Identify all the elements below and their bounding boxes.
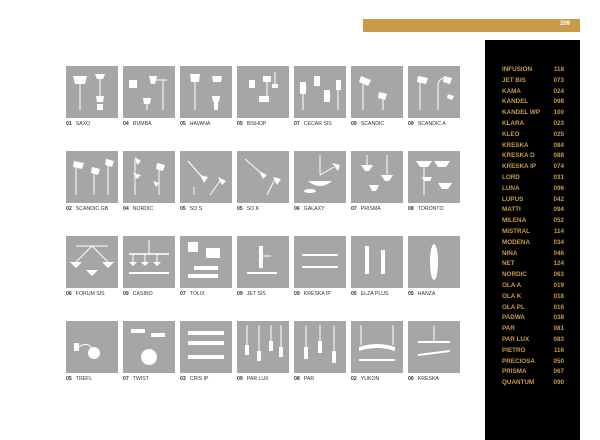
product-tile[interactable] [351,236,403,288]
product-caption [66,206,108,214]
index-entry[interactable] [502,347,564,357]
kreska-icon [408,321,460,373]
index-entry-page: 023 [553,120,564,127]
product-name: HAVANA [189,121,211,127]
product-caption [180,291,205,299]
index-entry[interactable] [502,314,564,324]
product-page-ref: 08 [408,206,414,212]
index-entry-page: 024 [553,87,564,95]
index-entry-name: JET BIS [502,76,526,84]
index-entry-name: INFUSION [502,66,533,73]
product-name: CECAR SIS [303,121,332,127]
product-caption [351,206,381,214]
par-icon [294,321,346,373]
product-index-panel [485,40,580,440]
product-caption [123,291,153,299]
reading-lamp-icon [351,66,403,118]
product-page-ref: 03 [180,376,186,382]
product-tile[interactable] [294,321,346,373]
product-name: SCANDIC A [417,121,446,127]
index-entry-page: 124 [553,260,564,268]
index-entry-name: NORDIC [502,271,527,279]
product-name: KRESKA [417,376,439,382]
kreska-ip-icon [294,236,346,288]
product-page-ref: 01 [66,121,72,127]
product-page-ref: 05 [237,121,243,127]
index-entry-name: QUANTUM [502,379,535,387]
product-caption [408,291,435,299]
product-page-ref: 08 [294,376,300,382]
product-tile[interactable] [237,151,289,203]
index-entry[interactable] [502,358,564,368]
index-entry[interactable] [502,368,564,378]
product-page-ref: 07 [123,376,129,382]
scandic-gb-icon [66,151,118,203]
index-entry-name: PRECIOSA [502,357,535,365]
index-entry-name: MISTRAL [502,228,530,235]
index-entry-name: NET [502,260,515,268]
product-page-ref: 06 [66,291,72,297]
index-entry[interactable] [502,131,564,141]
par-lux-icon [237,321,289,373]
chandelier-icon [66,236,118,288]
product-caption [180,121,210,129]
product-name: KRESKA IP [303,291,331,297]
index-entry-name: KRESKA [502,141,529,149]
header-accent-bar [363,19,580,32]
hanza-icon [408,236,460,288]
index-entry-name: LUNA [502,184,520,192]
index-entry[interactable] [502,217,564,227]
desk-lamp-icon [237,66,289,118]
index-entry[interactable] [502,66,564,76]
product-page-ref: 05 [180,121,186,127]
product-name: SCANDIC [360,121,385,127]
index-entry-page: 025 [553,130,564,138]
index-entry-page: 084 [553,141,564,149]
product-caption [237,121,266,129]
product-tile[interactable] [180,151,232,203]
index-entry-name: KAMA [502,87,521,95]
product-tile[interactable] [408,321,460,373]
product-page-ref: 09 [123,291,129,297]
floor-lamp-icon [180,66,232,118]
jet-icon [237,236,289,288]
casino-icon [123,236,175,288]
index-entry-page: 018 [553,292,564,300]
index-entry[interactable] [502,271,564,281]
index-entry-name: LORD [502,174,520,181]
product-tile[interactable] [180,321,232,373]
tolix-icon [180,236,232,288]
product-page-ref: 06 [408,376,414,382]
product-caption [408,376,439,384]
product-page-ref: 09 [408,121,414,127]
index-entry-name: MILENA [502,217,527,225]
product-tile[interactable] [294,66,346,118]
product-caption [237,376,269,384]
index-entry-name: OLA A [502,282,522,289]
product-caption [123,206,153,214]
product-page-ref: 05 [237,206,243,212]
index-entry-name: PRISMA [502,368,527,376]
product-name: HANZA [417,291,436,297]
product-caption [351,121,384,129]
index-entry-page: 094 [553,206,564,214]
product-name: SO S [189,206,203,212]
spot-lamps-icon [294,66,346,118]
index-entry[interactable] [502,304,564,314]
index-entry-page: 067 [553,368,564,376]
product-page-ref: 09 [237,376,243,382]
index-entry[interactable] [502,336,564,346]
index-entry-name: LUPUS [502,195,524,203]
product-caption [66,376,92,384]
product-caption [294,291,331,299]
index-entry-page: 088 [553,152,564,160]
product-page-ref: 07 [294,121,300,127]
index-entry[interactable] [502,325,564,335]
product-name: GALAXY [303,206,325,212]
product-name: ELZA PLUS [360,291,389,297]
product-tile[interactable] [237,321,289,373]
index-entry-page: 063 [553,271,564,279]
index-entry[interactable] [502,293,564,303]
product-name: BISHOP [246,121,267,127]
product-name: FORUM SIS [75,291,105,297]
product-tile[interactable] [294,236,346,288]
product-tile[interactable] [408,151,460,203]
product-tile[interactable] [408,66,460,118]
product-name: PAR [303,376,315,382]
product-name: JET SIS [246,291,266,297]
index-entry-page: 073 [553,76,564,84]
product-caption [180,206,202,214]
index-entry[interactable] [502,379,564,389]
product-caption [294,376,314,384]
index-entry-page: 019 [553,282,564,289]
product-caption [351,376,379,384]
product-page-ref: 07 [351,206,357,212]
product-tile[interactable] [123,66,175,118]
product-page-ref: 06 [294,206,300,212]
product-caption [180,376,209,384]
product-tile[interactable] [66,151,118,203]
product-tile[interactable] [351,321,403,373]
so-s-icon [180,151,232,203]
product-name: TWIST [132,376,149,382]
product-name: YUKON [360,376,380,382]
yukon-icon [351,321,403,373]
index-entry-page: 081 [553,325,564,333]
product-tile[interactable] [66,236,118,288]
product-page-ref: 04 [123,121,129,127]
product-name: TOLIX [189,291,205,297]
index-entry-name: OLA PL [502,303,525,311]
twist-icon [123,321,175,373]
index-entry-page: 034 [553,238,564,246]
index-entry[interactable] [502,152,564,162]
index-entry[interactable] [502,88,564,98]
product-tile[interactable] [123,236,175,288]
product-caption [237,291,266,299]
index-entry[interactable] [502,77,564,87]
product-caption [408,206,444,214]
product-tile[interactable] [123,151,175,203]
product-name: TREFL [75,376,93,382]
index-entry[interactable] [502,120,564,130]
product-name: TORONTO [417,206,444,212]
index-entry-page: 114 [553,228,564,235]
index-entry-name: PAR LUX [502,336,530,343]
wall-floor-lamps-icon [123,66,175,118]
product-name: PRISMA [360,206,381,212]
product-caption [66,121,90,129]
trefl-icon [66,321,118,373]
index-entry[interactable] [502,174,564,184]
index-entry-page: 074 [553,163,564,171]
product-name: SAXO [75,121,91,127]
product-name: SO K [246,206,260,212]
index-entry-page: 096 [553,184,564,192]
product-caption [408,121,446,129]
index-entry-name: PIETRO [502,346,526,354]
product-tile[interactable] [123,321,175,373]
product-caption [123,376,149,384]
product-tile[interactable] [237,236,289,288]
product-caption [294,206,325,214]
product-tile[interactable] [180,236,232,288]
index-entry-name: KRESKA D [502,152,535,160]
galaxy-icon [294,151,346,203]
product-name: PAR LUX [246,376,269,382]
index-entry[interactable] [502,228,564,238]
index-entry-page: 052 [553,217,564,225]
product-page-ref: 09 [294,291,300,297]
product-tile[interactable] [66,321,118,373]
index-entry[interactable] [502,282,564,292]
product-page-ref: 05 [66,376,72,382]
product-name: NORDIC [132,206,154,212]
index-entry[interactable] [502,185,564,195]
index-entry-name: MODENA [502,238,530,246]
index-entry-name: KANDEL WP [502,109,541,117]
index-entry[interactable] [502,196,564,206]
index-entry-page: 083 [553,336,564,343]
index-entry-page: 042 [553,195,564,203]
index-entry[interactable] [502,250,564,260]
index-entry-page: 100 [553,109,564,117]
product-tile[interactable] [237,66,289,118]
index-entry-name: KANDEL [502,98,529,106]
floor-table-lamps-icon [66,66,118,118]
product-page-ref: 02 [66,206,72,212]
index-entry[interactable] [502,98,564,108]
index-entry-name: MATTI [502,206,521,214]
index-entry-name: PADWA [502,314,525,322]
nordic-icon [123,151,175,203]
index-entry-name: PAR [502,325,515,333]
product-name: CASINO [132,291,153,297]
index-entry-name: OLA K [502,292,522,300]
product-tile[interactable] [408,236,460,288]
index-entry-name: KLARA [502,120,525,127]
product-caption [237,206,259,214]
product-page-ref: 05 [180,206,186,212]
prisma-icon [351,151,403,203]
index-entry[interactable] [502,163,564,173]
toronto-icon [408,151,460,203]
product-tile[interactable] [351,151,403,203]
product-tile[interactable] [180,66,232,118]
index-entry-page: 046 [553,249,564,257]
product-caption [123,121,152,129]
product-caption [66,291,105,299]
product-page-ref: 02 [351,376,357,382]
product-page-ref: 09 [351,121,357,127]
index-entry-page: 090 [553,379,564,387]
index-entry-page: 038 [553,314,564,322]
index-entry-page: 118 [553,66,564,73]
product-tile[interactable] [66,66,118,118]
index-entry-name: NINA [502,249,518,257]
index-entry[interactable] [502,142,564,152]
cris-icon [180,321,232,373]
page-number: 209 [559,21,570,27]
index-entry[interactable] [502,206,564,216]
index-entry-page: 016 [553,303,564,311]
index-entry[interactable] [502,109,564,119]
index-entry-name: KLEO [502,130,520,138]
index-entry-page: 098 [553,98,564,106]
elza-icon [351,236,403,288]
product-tile[interactable] [351,66,403,118]
product-page-ref: 04 [123,206,129,212]
product-name: SCANDIC GB [75,206,109,212]
index-entry-name: KRESKA IP [502,163,537,171]
index-entry-page: 116 [553,346,564,354]
index-entry[interactable] [502,260,564,270]
index-entry-page: 050 [553,357,564,365]
product-tile[interactable] [294,151,346,203]
arc-lamp-icon [408,66,460,118]
so-k-icon [237,151,289,203]
product-page-ref: 05 [351,291,357,297]
product-page-ref: 05 [408,291,414,297]
index-entry-page: 031 [553,174,564,181]
product-caption [294,121,332,129]
product-caption [351,291,388,299]
product-page-ref: 07 [180,291,186,297]
product-name: CRIS IP [189,376,209,382]
product-name: RUMBA [132,121,152,127]
index-entry[interactable] [502,239,564,249]
product-page-ref: 09 [237,291,243,297]
